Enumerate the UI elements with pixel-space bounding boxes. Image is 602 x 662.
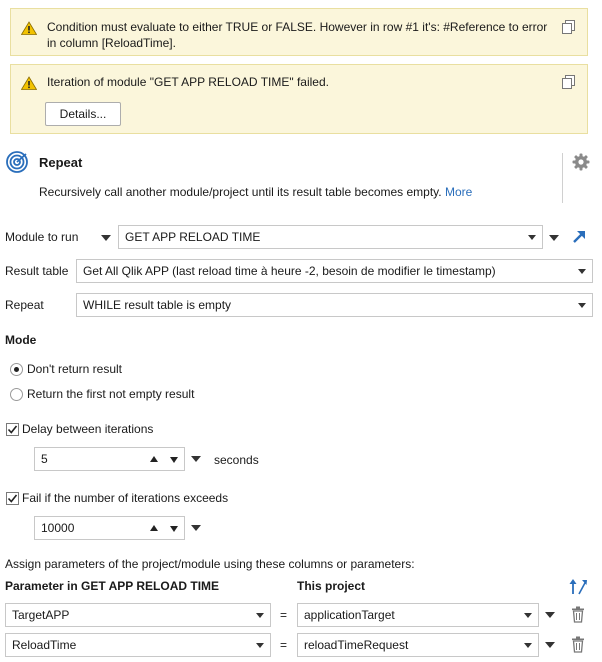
details-button[interactable]: Details... <box>45 102 121 126</box>
chevron-down-icon <box>256 613 264 618</box>
delay-spinner[interactable] <box>34 447 185 471</box>
warning-icon <box>21 21 37 35</box>
open-module-arrow-icon[interactable] <box>572 229 587 244</box>
equals-sign: = <box>280 638 288 652</box>
param-value: applicationTarget <box>304 608 395 622</box>
increment-arrow-icon[interactable] <box>150 456 158 462</box>
radio-dont-return-result[interactable] <box>10 363 23 376</box>
param-value: reloadTimeRequest <box>304 638 409 652</box>
params-col-left-header: Parameter in GET APP RELOAD TIME <box>5 579 220 593</box>
header-separator <box>562 153 563 203</box>
delay-dropdown[interactable] <box>191 456 201 462</box>
result-table-select[interactable] <box>76 259 593 283</box>
param-name: TargetAPP <box>12 608 70 622</box>
copy-icon[interactable] <box>561 74 577 90</box>
fail-iterations-label[interactable]: Fail if the number of iterations exceeds <box>22 491 229 505</box>
chevron-down-icon <box>528 235 536 240</box>
param-name: ReloadTime <box>12 638 77 652</box>
max-iterations-dropdown[interactable] <box>191 525 201 531</box>
module-to-run-options-dropdown[interactable] <box>549 235 559 241</box>
max-iterations-value: 10000 <box>41 521 75 535</box>
module-to-run-label: Module to run <box>5 230 79 244</box>
param-value-select[interactable] <box>297 603 539 627</box>
delay-checkbox[interactable] <box>6 423 19 436</box>
param-select[interactable] <box>5 603 271 627</box>
module-description-text: Recursively call another module/project until its result table becomes empty. <box>39 185 442 199</box>
param-select[interactable] <box>5 633 271 657</box>
increment-arrow-icon[interactable] <box>150 525 158 531</box>
decrement-arrow-icon[interactable] <box>170 526 178 532</box>
warning-banner-iteration <box>10 64 588 134</box>
warning-banner-condition <box>10 8 588 56</box>
param-value-options-dropdown[interactable] <box>545 642 555 648</box>
radio-return-first-not-empty[interactable] <box>10 388 23 401</box>
delay-value: 5 <box>41 452 48 466</box>
radio-dont-return-result-label[interactable]: Don't return result <box>27 362 122 376</box>
delay-unit: seconds <box>214 453 259 467</box>
param-value-options-dropdown[interactable] <box>545 612 555 618</box>
fail-iterations-checkbox[interactable] <box>6 492 19 505</box>
result-table-value: Get All Qlik APP (last reload time à heure -2, besoin de modifier le timestamp) <box>83 264 496 278</box>
module-title: Repeat <box>39 155 83 170</box>
warning-text: Iteration of module "GET APP RELOAD TIME" failed. <box>47 75 329 89</box>
chevron-down-icon <box>578 303 586 308</box>
copy-icon[interactable] <box>561 19 577 35</box>
chevron-down-icon <box>256 643 264 648</box>
module-description <box>39 184 472 200</box>
repeat-label: Repeat <box>5 298 44 312</box>
trash-icon[interactable] <box>570 606 586 623</box>
checkmark-icon <box>7 424 18 435</box>
equals-sign: = <box>280 608 288 622</box>
warning-icon <box>21 76 37 90</box>
result-table-label: Result table <box>5 264 69 278</box>
repeat-icon <box>5 150 29 174</box>
chevron-down-icon <box>524 613 532 618</box>
decrement-arrow-icon[interactable] <box>170 457 178 463</box>
params-col-right-header: This project <box>297 579 366 593</box>
sort-icon[interactable] <box>568 578 588 596</box>
chevron-down-icon <box>578 269 586 274</box>
mode-heading: Mode <box>5 333 37 347</box>
chevron-down-icon <box>524 643 532 648</box>
gear-icon[interactable] <box>572 153 590 171</box>
module-to-run-type-dropdown[interactable] <box>101 235 111 241</box>
trash-icon[interactable] <box>570 636 586 653</box>
repeat-value: WHILE result table is empty <box>83 298 232 312</box>
params-intro: Assign parameters of the project/module using these columns or parameters: <box>5 557 415 571</box>
radio-return-first-not-empty-label[interactable]: Return the first not empty result <box>27 387 195 401</box>
more-link[interactable]: More <box>444 185 473 199</box>
param-value-select[interactable] <box>297 633 539 657</box>
module-to-run-value: GET APP RELOAD TIME <box>125 230 261 244</box>
repeat-select[interactable] <box>76 293 593 317</box>
warning-text: Condition must evaluate to either TRUE or FALSE. However in row #1 it's: #Reference to error in column [ReloadTime]. <box>47 20 548 50</box>
module-to-run-select[interactable] <box>118 225 543 249</box>
delay-label[interactable]: Delay between iterations <box>22 422 154 436</box>
checkmark-icon <box>7 493 18 504</box>
max-iterations-spinner[interactable] <box>34 516 185 540</box>
